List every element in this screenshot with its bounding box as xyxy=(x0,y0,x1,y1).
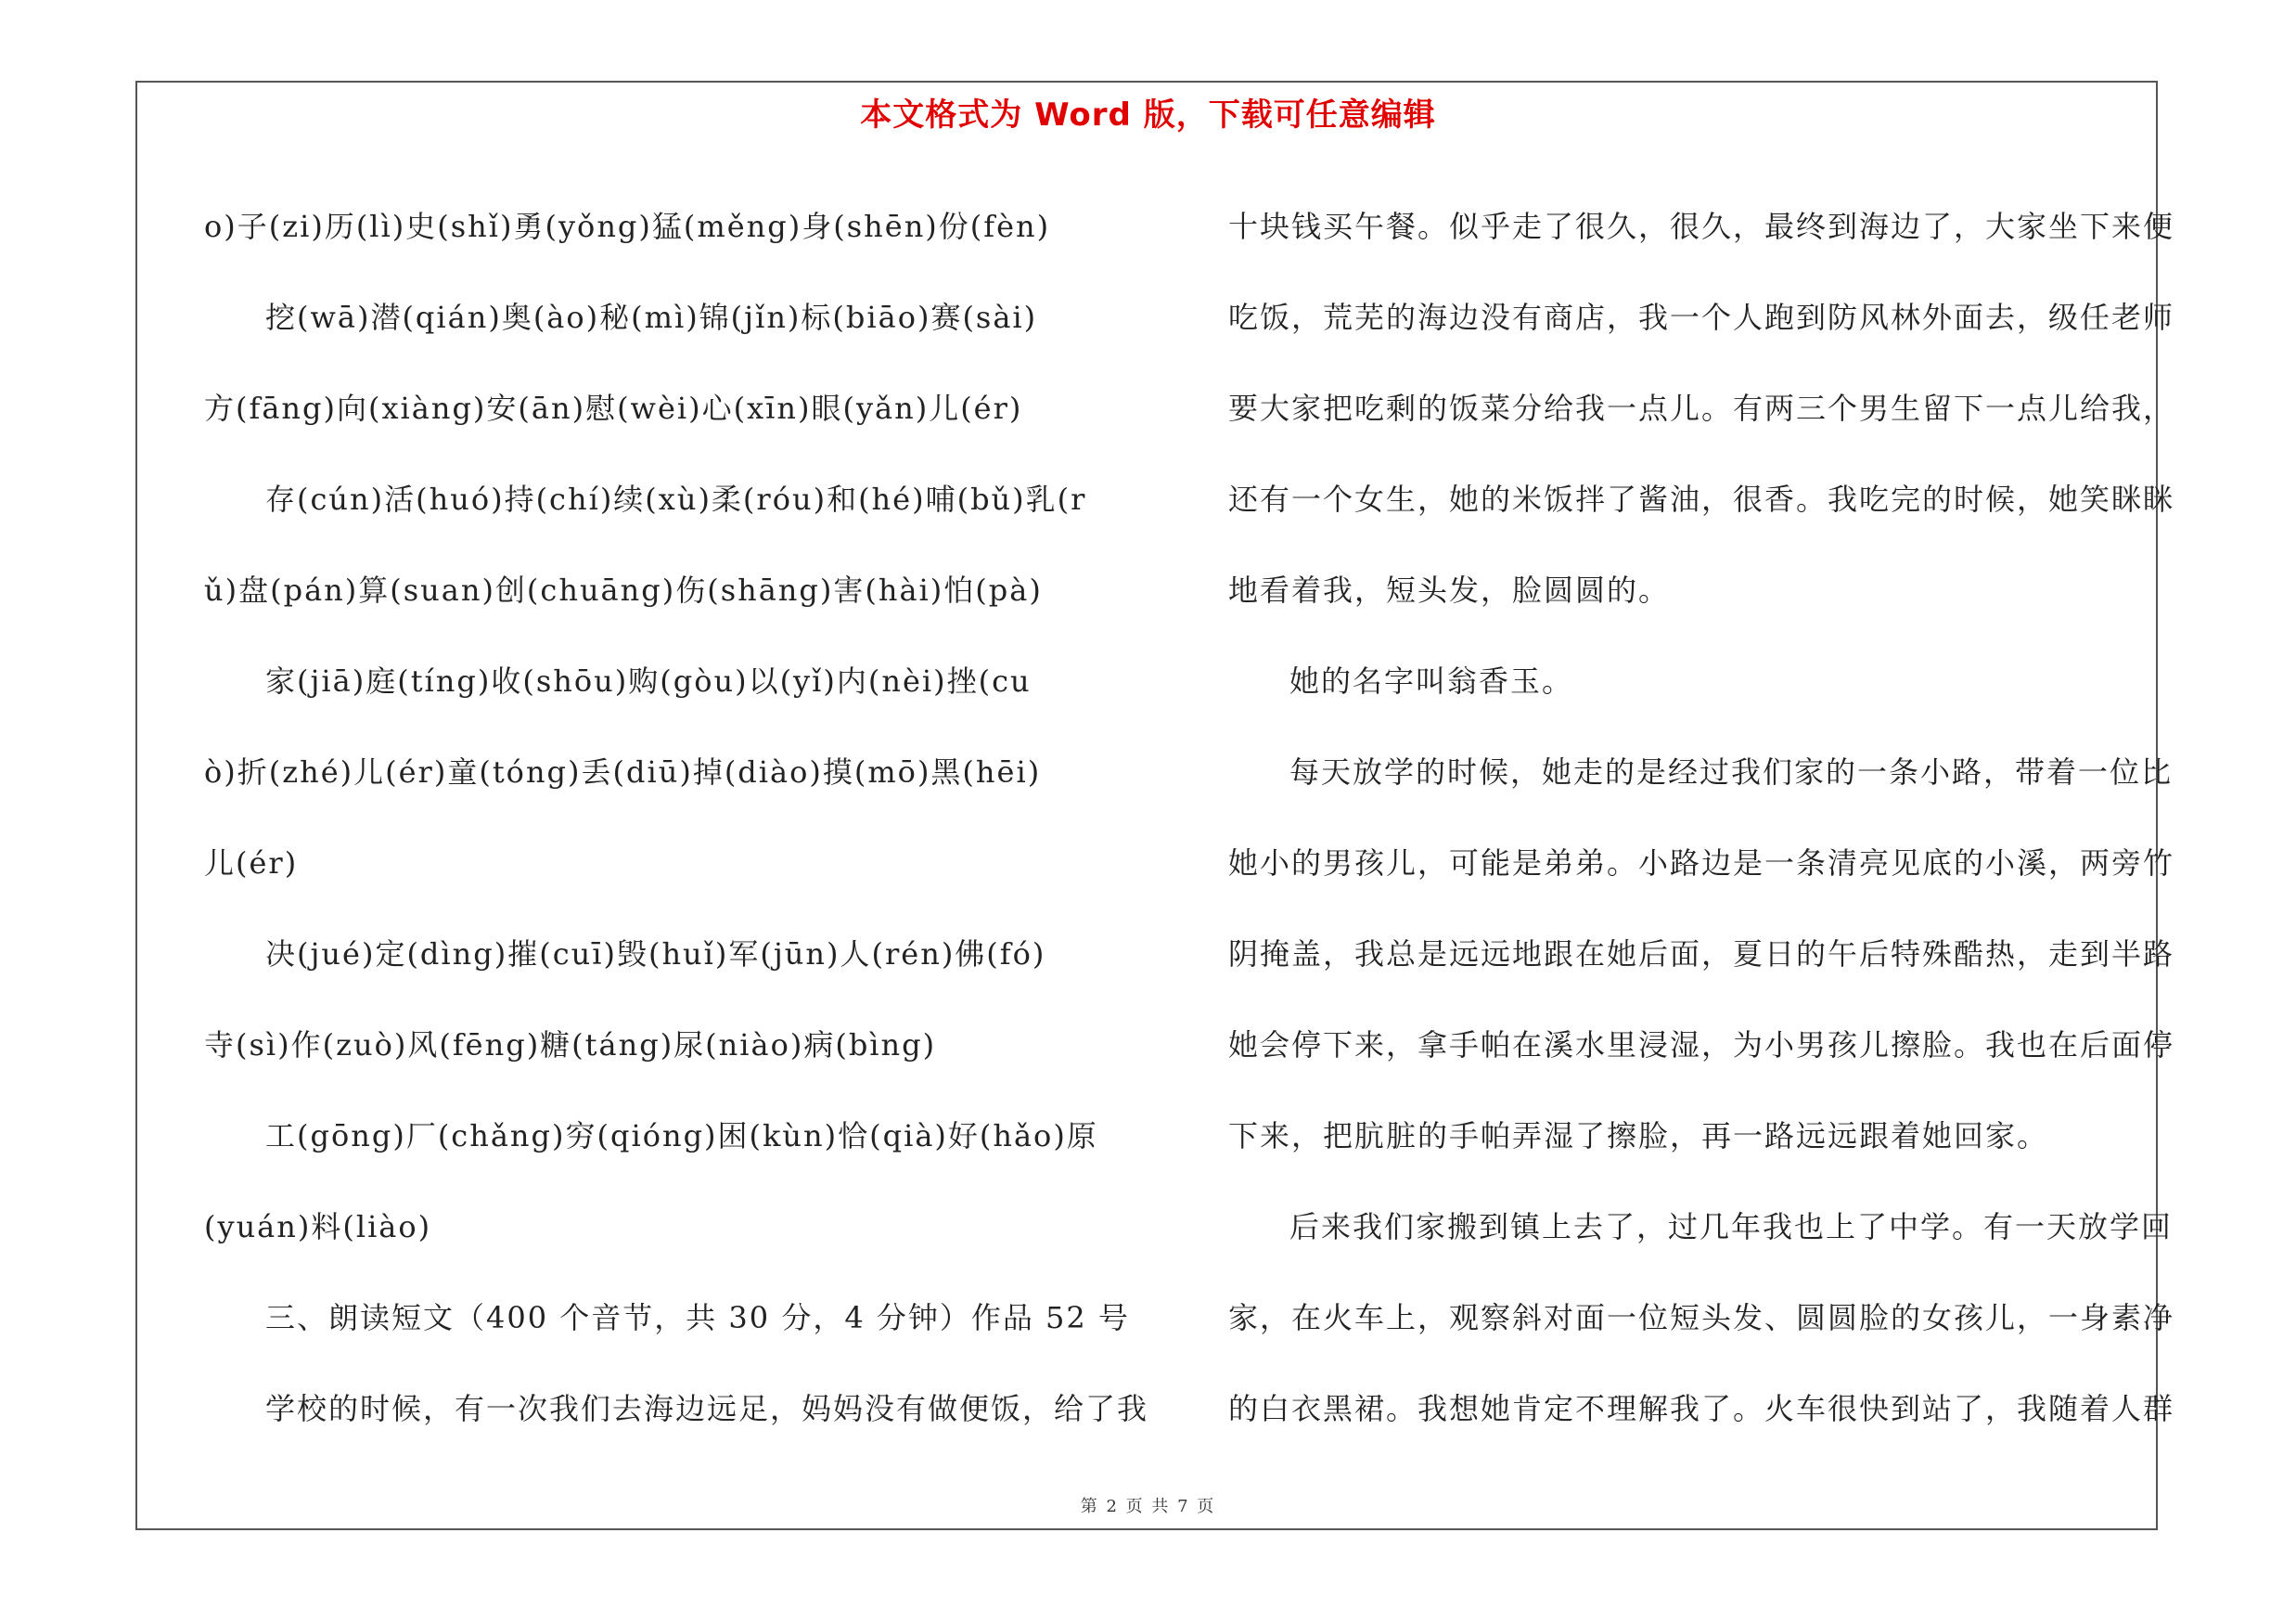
text-line: 还有一个女生，她的米饭拌了酱油，很香。我吃完的时候，她笑眯眯 xyxy=(1228,482,2175,517)
text-line: 家(jiā)庭(tíng)收(shōu)购(gòu)以(yǐ)内(nèi)挫(cu xyxy=(265,663,1032,699)
text-line: 工(gōng)厂(chǎng)穷(qióng)困(kùn)恰(qià)好(hǎo)原 xyxy=(265,1118,1098,1153)
text-line: 阴掩盖，我总是远远地跟在她后面，夏日的午后特殊酷热，走到半路 xyxy=(1228,936,2175,972)
right-column xyxy=(1228,209,2175,1485)
text-line: 家，在火车上，观察斜对面一位短头发、圆圆脸的女孩儿，一身素净 xyxy=(1228,1300,2175,1335)
text-line: 吃饭，荒芜的海边没有商店，我一个人跑到防风林外面去，级任老师 xyxy=(1228,300,2175,335)
text-line: o)子(zi)历(lì)史(shǐ)勇(yǒng)猛(měng)身(shēn)份(fèn) xyxy=(204,209,1051,244)
text-line: 她会停下来，拿手帕在溪水里浸湿，为小男孩儿擦脸。我也在后面停 xyxy=(1228,1027,2175,1063)
text-line: 存(cún)活(huó)持(chí)续(xù)柔(róu)和(hé)哺(bǔ)乳(r xyxy=(265,482,1087,517)
text-line: 她的名字叫翁香玉。 xyxy=(1289,663,1574,699)
text-line: 儿(ér) xyxy=(204,845,299,881)
document-header: 本文格式为 Word 版，下载可任意编辑 xyxy=(860,97,1436,134)
text-line: ǔ)盘(pán)算(suan)创(chuāng)伤(shāng)害(hài)怕(pà) xyxy=(204,573,1043,608)
text-line: 的白衣黑裙。我想她肯定不理解我了。火车很快到站了，我随着人群 xyxy=(1228,1391,2175,1426)
text-line: 学校的时候，有一次我们去海边远足，妈妈没有做便饭，给了我 xyxy=(265,1391,1149,1426)
text-line: 下来，把肮脏的手帕弄湿了擦脸，再一路远远跟着她回家。 xyxy=(1228,1118,2049,1153)
text-line: 要大家把吃剩的饭菜分给我一点儿。有两三个男生留下一点儿给我， xyxy=(1228,391,2175,426)
text-line: 她小的男孩儿，可能是弟弟。小路边是一条清亮见底的小溪，两旁竹 xyxy=(1228,845,2175,881)
text-line: 十块钱买午餐。似乎走了很久，很久，最终到海边了，大家坐下来便 xyxy=(1228,209,2175,244)
text-line: 方(fāng)向(xiàng)安(ān)慰(wèi)心(xīn)眼(yǎn)儿(ér) xyxy=(204,391,1023,426)
text-line: 三、朗读短文（400 个音节，共 30 分，4 分钟）作品 52 号 xyxy=(265,1300,1130,1335)
text-line: ò)折(zhé)儿(ér)童(tóng)丢(diū)掉(diào)摸(mō)黑(hēi) xyxy=(204,754,1042,790)
left-column xyxy=(204,209,1169,1485)
text-line: 后来我们家搬到镇上去了，过几年我也上了中学。有一天放学回 xyxy=(1289,1209,2174,1244)
page-number: 第 2 页 共 7 页 xyxy=(1080,1497,1216,1516)
text-line: 挖(wā)潜(qián)奥(ào)秘(mì)锦(jǐn)标(biāo)赛(sài) xyxy=(265,300,1038,335)
text-line: (yuán)料(liào) xyxy=(204,1209,432,1244)
text-line: 决(jué)定(dìng)摧(cuī)毁(huǐ)军(jūn)人(rén)佛(fó) xyxy=(265,936,1046,972)
text-line: 每天放学的时候，她走的是经过我们家的一条小路，带着一位比 xyxy=(1289,754,2174,790)
text-line: 寺(sì)作(zuò)风(fēng)糖(táng)尿(niào)病(bìng) xyxy=(204,1027,937,1063)
text-line: 地看着我，短头发，脸圆圆的。 xyxy=(1228,573,1671,608)
